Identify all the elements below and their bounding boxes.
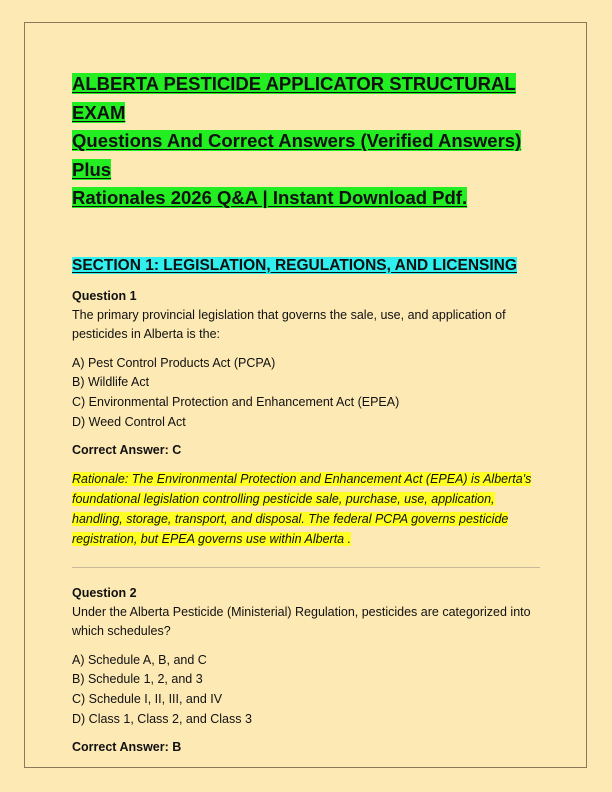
document-title [72, 70, 542, 213]
option-b: B) Schedule 1, 2, and 3 [72, 672, 203, 687]
document-content [72, 70, 542, 756]
option-b: B) Wildlife Act [72, 375, 150, 390]
question-text: The primary provincial legislation that governs the sale, use, and application of pesticides in Alberta is the: [72, 307, 506, 341]
option-c: C) Schedule I, II, III, and IV [72, 691, 223, 706]
title-line-2: Questions And Correct Answers (Verified Answers) Plus [72, 130, 522, 180]
question-block-2 [72, 584, 542, 757]
option-d: D) Weed Control Act [72, 414, 186, 429]
question-label: Question 1 [72, 288, 137, 303]
correct-answer: Correct Answer: C [72, 443, 182, 458]
option-a: A) Pest Control Products Act (PCPA) [72, 355, 276, 370]
question-text: Under the Alberta Pesticide (Ministerial) Regulation, pesticides are categorized into which schedules? [72, 604, 531, 638]
question-block-1 [72, 287, 542, 550]
question-label: Question 2 [72, 585, 137, 600]
option-a: A) Schedule A, B, and C [72, 652, 207, 667]
rationale [72, 470, 542, 549]
section-heading-text: SECTION 1: LEGISLATION, REGULATIONS, AND LICENSING [72, 256, 517, 274]
correct-answer: Correct Answer: B [72, 740, 182, 755]
answer-options [72, 354, 542, 433]
answer-options [72, 651, 542, 730]
title-line-1: ALBERTA PESTICIDE APPLICATOR STRUCTURAL EXAM [72, 73, 516, 123]
divider [72, 567, 540, 568]
option-c: C) Environmental Protection and Enhancement Act (EPEA) [72, 394, 400, 409]
section-heading [72, 255, 542, 277]
rationale-text: Rationale: The Environmental Protection and Enhancement Act (EPEA) is Alberta's foundational legislation controlling pesticide sale, purchase, use, application, handling, storage, transport, and disposal. The federal PCPA governs pesticide registration, but EPEA governs use within Alberta . [72, 472, 532, 546]
option-d: D) Class 1, Class 2, and Class 3 [72, 711, 252, 726]
title-line-3: Rationales 2026 Q&A | Instant Download Pdf. [72, 187, 468, 208]
